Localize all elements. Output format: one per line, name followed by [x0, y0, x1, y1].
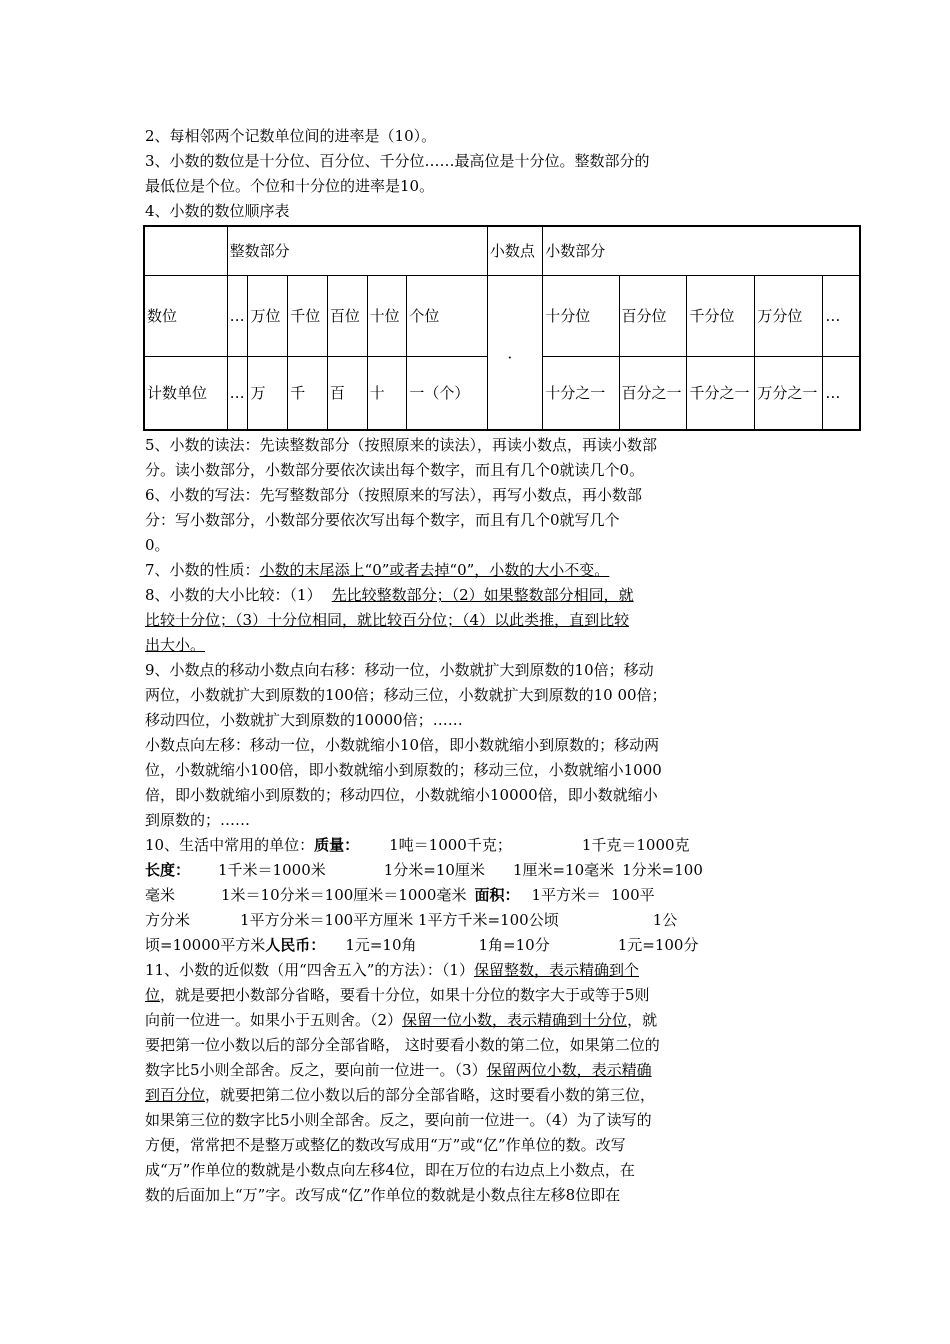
underlined-run: 保留整数，表示精确到个	[473, 961, 639, 979]
item-11-line3	[145, 1008, 810, 1033]
length-unit-4: 1分米=100	[622, 861, 703, 879]
underlined-run: 保留一位小数，表示精确到十分位	[402, 1011, 628, 1029]
table-cell: 个位	[407, 276, 487, 357]
table-cell: 万	[248, 357, 288, 431]
rmb-unit-2: 1角=10分	[478, 936, 550, 954]
table-cell: 千	[288, 357, 328, 431]
item-3-line1: 3、小数的数位是十分位、百分位、千分位……最高位是十分位。整数部分的	[145, 152, 650, 170]
item-9-line5: 位，小数就缩小100倍，即小数就缩小到原数的；移动三位，小数就缩小1000	[145, 761, 662, 779]
table-cell: 百分之一	[619, 357, 687, 431]
table-cell: 万分之一	[755, 357, 823, 431]
table-cell: 一（个）	[407, 357, 487, 431]
item-10-line1	[145, 833, 810, 858]
text-run: ，就要把第二位小数以后的部分全部省略，这时要看小数的第三位，	[205, 1086, 656, 1104]
item-7	[145, 558, 810, 583]
item-6-line1: 6、小数的写法：先写整数部分（按照原来的写法），再写小数点，再小数部	[145, 486, 643, 504]
item-5-line2: 分。读小数部分，小数部分要依次读出每个数字，而且有几个0就读几个0。	[145, 461, 645, 479]
table-cell: 百位	[327, 276, 367, 357]
item-3-line2: 最低位是个位。个位和十分位的进率是10。	[145, 177, 435, 195]
table-cell: …	[823, 357, 860, 431]
text-run: ，就是要把小数部分省略，要看十分位，如果十分位的数字大于或等于5则	[160, 986, 650, 1004]
underlined-run: 位	[145, 986, 161, 1004]
item-11-line8: 方便，常常把不是整万或整亿的数改写成用“万”或“亿”作单位的数。改写	[145, 1136, 626, 1154]
table-cell: 百	[327, 357, 367, 431]
length-unit-1: 1千米＝1000米	[218, 861, 326, 879]
length-unit-3: 1厘米=10毫米	[512, 861, 615, 879]
item-11-line5	[145, 1058, 810, 1083]
table-cell: 十分之一	[543, 357, 619, 431]
item-11-line2	[145, 983, 810, 1008]
rmb-label: 人民币：	[265, 936, 326, 954]
text-run: 数字比5小则全部舍。反之，要向前一位进一。（3）	[145, 1061, 487, 1079]
table-cell: 十分位	[543, 276, 619, 357]
row-label-places: 数位	[144, 276, 227, 357]
item-9-line4: 小数点向左移：移动一位，小数就缩小10倍，即小数就缩小到原数的；移动两	[145, 736, 660, 754]
item-11-line4: 要把第一位小数以后的部分全部省略， 这时要看小数的第二位，如果第二位的	[145, 1036, 660, 1054]
text-run: ，就	[627, 1011, 658, 1029]
underlined-run: 到百分位	[145, 1086, 206, 1104]
rmb-unit-1: 1元=10角	[345, 936, 417, 954]
table-cell: …	[227, 357, 248, 431]
table-cell: 千位	[288, 276, 328, 357]
table-cell: 万分位	[755, 276, 823, 357]
table-cell: …	[823, 276, 860, 357]
decimal-place-table	[143, 225, 861, 431]
table-cell: 万位	[248, 276, 288, 357]
item-9-line3: 移动四位，小数就扩大到原数的10000倍；……	[145, 711, 463, 729]
mass-label: 质量：	[314, 836, 360, 854]
item-11-line1	[145, 958, 810, 983]
area-label: 面积：	[474, 886, 520, 904]
item-8-lead: 8、小数的大小比较：（1）	[145, 586, 322, 604]
table-cell: 千分位	[687, 276, 755, 357]
length-unit-5: 1米＝10分米＝100厘米＝1000毫米	[221, 886, 467, 904]
item-7-rule: 小数的末尾添上“0”或者去掉“0”，小数的大小不变。	[259, 561, 610, 579]
area-unit-3: 1公	[652, 911, 678, 929]
document-page	[145, 124, 841, 1208]
text-run: 11、小数的近似数（用“四舍五入”的方法）：（1）	[145, 961, 474, 979]
table-cell: 十位	[367, 276, 407, 357]
item-11-line7: 如果第三位的数字比5小则全部舍。反之，要向前一位进一。（4）为了读写的	[145, 1111, 652, 1129]
table-corner	[144, 226, 227, 276]
area-unit-2: 1平方分米＝100平方厘米 1平方千米=100公顷	[240, 911, 559, 929]
item-8-rule1: 先比较整数部分；（2）如果整数部分相同，就	[331, 586, 634, 604]
item-10-line2	[145, 858, 810, 883]
text-run: 向前一位进一。如果小于五则舍。（2）	[145, 1011, 403, 1029]
item-11-line9: 成“万”作单位的数就是小数点向左移4位，即在万位的右边点上小数点，在	[145, 1161, 635, 1179]
item-9-line7: 到原数的；……	[145, 811, 251, 829]
item-9-line6: 倍，即小数就缩小到原数的；移动四位，小数就缩小10000倍，即小数就缩小	[145, 786, 658, 804]
table-cell: 十	[367, 357, 407, 431]
mass-unit-2: 1千克＝1000克	[581, 836, 690, 854]
item-9-line2: 两位，小数就扩大到原数的100倍；移动三位，小数就扩大到原数的10 00倍；	[145, 686, 667, 704]
item-8-rule3: 出大小。	[145, 636, 206, 654]
header-integer: 整数部分	[227, 226, 487, 276]
item-6-line3: 0。	[145, 536, 170, 554]
row-label-units: 计数单位	[144, 357, 227, 431]
item-6-line2: 分：写小数部分，小数部分要依次写出每个数字，而且有几个0就写几个	[145, 511, 620, 529]
length-unit-2: 1分米=10厘米	[383, 861, 485, 879]
item-10-lead: 10、生活中常用的单位：	[145, 836, 315, 854]
item-2: 2、每相邻两个记数单位间的进率是（10）。	[145, 127, 437, 145]
table-cell: 千分之一	[687, 357, 755, 431]
length-label: 长度：	[145, 861, 191, 879]
underlined-run: 保留两位小数，表示精确	[486, 1061, 652, 1079]
item-10-line5	[145, 933, 810, 958]
item-5-line1: 5、小数的读法：先读整数部分（按照原来的读法），再读小数点，再读小数部	[145, 436, 658, 454]
area-unit-3-cont: 顷=10000平方米	[145, 936, 266, 954]
item-4-title: 4、小数的数位顺序表	[145, 202, 290, 220]
table-cell: …	[227, 276, 248, 357]
item-11-line6	[145, 1083, 810, 1108]
mass-unit-1: 1吨＝1000千克；	[389, 836, 512, 854]
header-decimal: 小数部分	[543, 226, 860, 276]
length-unit-4-cont: 毫米	[145, 886, 176, 904]
area-unit-1: 1平方米＝	[531, 886, 602, 904]
item-9-line1: 9、小数点的移动小数点向右移：移动一位，小数就扩大到原数的10倍；移动	[145, 661, 654, 679]
item-8-line2: 比较十分位；（3）十分位相同，就比较百分位；（4）以此类推，直到比较	[145, 611, 630, 629]
item-8-line3	[145, 633, 810, 658]
item-11-line10: 数的后面加上“万”字。改写成“亿”作单位的数就是小数点往左移8位即在	[145, 1186, 621, 1204]
item-7-lead: 7、小数的性质：	[145, 561, 260, 579]
item-8-line1	[145, 583, 810, 608]
point-cell: ．	[487, 276, 542, 431]
item-10-line4	[145, 908, 810, 933]
rmb-unit-3: 1元=100分	[617, 936, 699, 954]
area-unit-1-value: 100平	[611, 886, 655, 904]
item-10-line3	[145, 883, 810, 908]
area-unit-1-cont: 方分米	[145, 911, 191, 929]
header-point: 小数点	[487, 226, 542, 276]
table-cell: 百分位	[619, 276, 687, 357]
